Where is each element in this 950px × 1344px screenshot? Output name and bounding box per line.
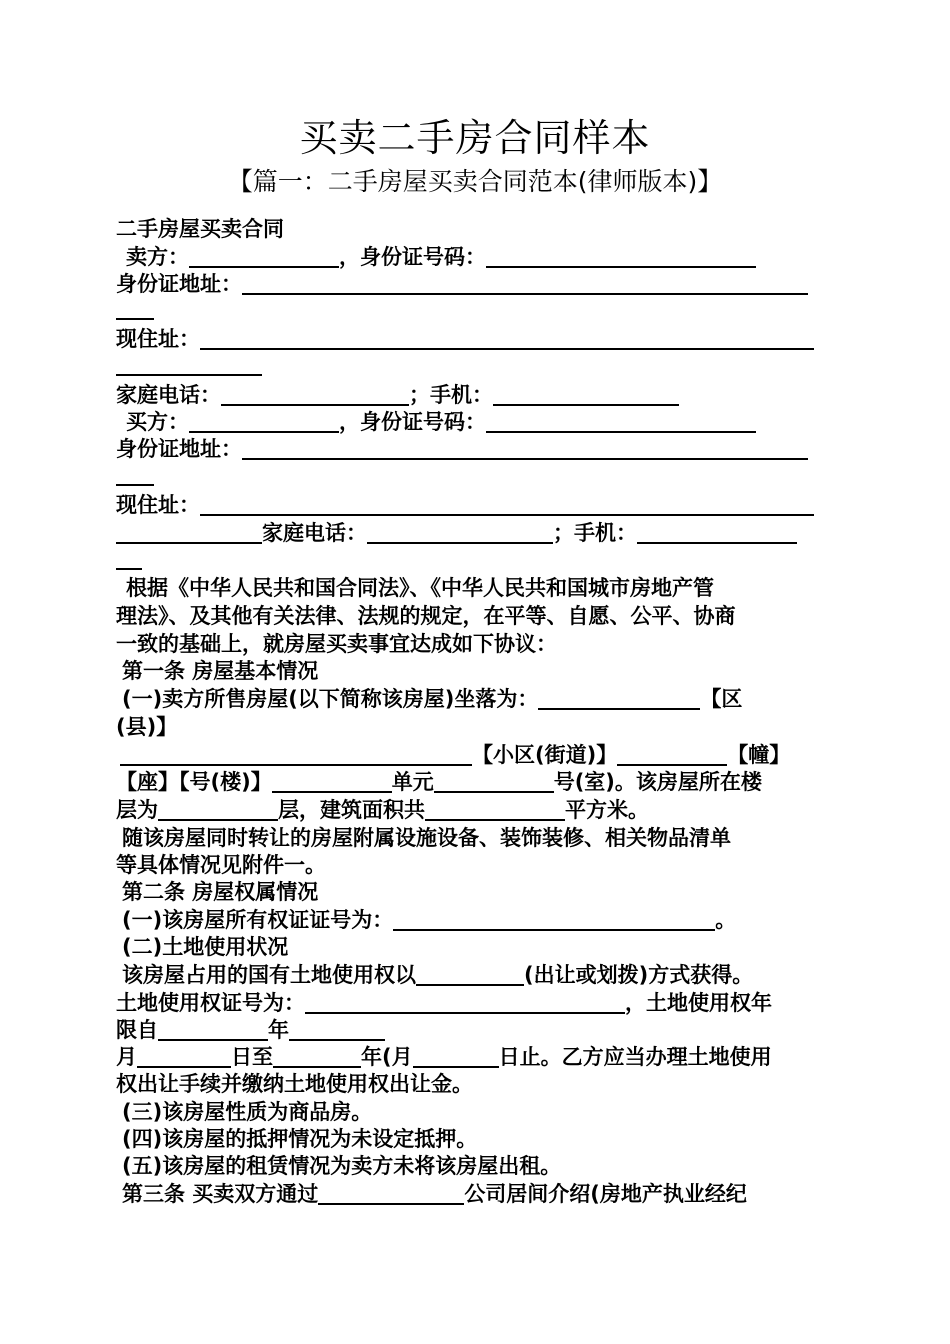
seller-label: 卖方： [126, 245, 189, 269]
a2-term-label: ，土地使用权年 [625, 991, 772, 1015]
buyer-id-blank[interactable] [486, 410, 756, 433]
seller-cur-blank-cont [116, 374, 262, 376]
a1-area-label: 层，建筑面积共 [278, 798, 425, 822]
a2-term-from-blank[interactable] [158, 1018, 268, 1041]
intro-line-1: 根据《中华人民共和国合同法》、《中华人民共和国城市房地产管 [126, 576, 714, 600]
a2-cert-blank[interactable] [393, 908, 715, 931]
buyer-addr-blank-cont [116, 484, 154, 486]
a2-date-line [116, 1044, 836, 1070]
a1-community-blank[interactable] [120, 743, 472, 766]
a1-building-blank[interactable] [617, 743, 727, 766]
a1-unit-line [116, 769, 836, 795]
a1-floor-line [116, 797, 836, 823]
seller-addr-blank-cont [116, 318, 154, 320]
a1-community-label: 【小区(街道)】 [472, 743, 618, 767]
intro-line-2: 理法》、及其他有关法律、法规的规定，在平等、自愿、公平、协商 [116, 604, 736, 628]
document-title: 买卖二手房合同样本 [299, 116, 651, 160]
a2-term-line [116, 1017, 836, 1043]
a1-unit-label: 单元 [391, 770, 434, 794]
a1-location-line [122, 686, 842, 712]
a1-building-label: 【幢】 [727, 743, 791, 767]
a2-landcert-line [116, 990, 836, 1016]
seller-home-phone-blank[interactable] [221, 383, 409, 406]
a2-year-blank[interactable] [289, 1018, 385, 1041]
a2-end-label: 日止。乙方应当办理土地使用 [498, 1045, 772, 1069]
seller-cur-blank[interactable] [200, 327, 814, 350]
a3-company-blank[interactable] [318, 1182, 464, 1205]
a2-land-heading: (二)土地使用状况 [122, 935, 289, 959]
a2-end-day-blank[interactable] [413, 1045, 499, 1068]
a2-cert-label: (一)该房屋所有权证证号为： [122, 908, 394, 932]
a1-area-blank[interactable] [425, 798, 565, 821]
a2-mortgage-line: (四)该房屋的抵押情况为未设定抵押。 [122, 1127, 478, 1151]
a1-location-label: (一)卖方所售房屋(以下简称该房屋)坐落为： [122, 687, 539, 711]
a2-end-year-blank[interactable] [273, 1045, 361, 1068]
seller-cur-line [116, 326, 836, 352]
a1-sqm-label: 平方米。 [565, 798, 649, 822]
a2-landcert-label: 土地使用权证号为： [116, 991, 305, 1015]
buyer-cur-blank-cont[interactable] [116, 521, 262, 544]
buyer-name-blank[interactable] [189, 410, 339, 433]
a2-end-year-label: 年(月 [361, 1045, 413, 1069]
buyer-addr-label: 身份证地址： [116, 437, 242, 461]
seller-cur-label: 现住址： [116, 327, 200, 351]
a3-broker-label: 公司居间介绍(房地产执业经纪 [464, 1182, 747, 1206]
a1-attach-line-2: 等具体情况见附件一。 [116, 853, 326, 877]
seller-addr-label: 身份证地址： [116, 272, 242, 296]
a2-year-label: 年 [268, 1018, 289, 1042]
a2-landcert-blank[interactable] [305, 991, 625, 1014]
seller-addr-line [116, 271, 836, 297]
seller-mobile-blank[interactable] [493, 383, 679, 406]
a1-county-line: (县)】 [116, 715, 178, 739]
a2-land-line [122, 962, 842, 988]
intro-line-3: 一致的基础上，就房屋买卖事宜达成如下协议： [116, 632, 557, 656]
a1-attach-line-1: 随该房屋同时转让的房屋附属设施设备、装饰装修、相关物品清单 [122, 826, 731, 850]
a2-nature-line: (三)该房屋性质为商品房。 [122, 1100, 373, 1124]
a2-fee-line: 权出让手续并缴纳土地使用权出让金。 [116, 1072, 473, 1096]
buyer-mobile-label: ；手机： [553, 521, 637, 545]
seller-phone-line [116, 382, 836, 408]
seller-name-blank[interactable] [189, 245, 339, 268]
contract-heading: 二手房屋买卖合同 [116, 217, 284, 241]
buyer-id-label: ，身份证号码： [339, 410, 486, 434]
a1-floor-blank[interactable] [158, 798, 278, 821]
a1-floor-label: 层为 [116, 798, 158, 822]
seller-mobile-label: ；手机： [409, 383, 493, 407]
a1-seat-blank[interactable] [272, 770, 392, 793]
a2-cert-period: 。 [715, 908, 737, 932]
a1-room-label: 号(室)。该房屋所在楼 [553, 770, 762, 794]
buyer-line [126, 409, 846, 435]
a1-seat-label: 【座】【号(楼)】 [116, 770, 272, 794]
buyer-cur-line [116, 492, 836, 518]
a2-month-blank[interactable] [137, 1045, 231, 1068]
seller-id-blank[interactable] [486, 245, 756, 268]
a1-location-blank[interactable] [538, 687, 700, 710]
seller-line [126, 244, 846, 270]
buyer-mobile-blank[interactable] [637, 521, 797, 544]
a2-land-label: 该房屋占用的国有土地使用权以 [122, 963, 416, 987]
a2-land-blank[interactable] [416, 963, 524, 986]
a1-district-label: 【区 [700, 687, 743, 711]
article-1-heading: 第一条 房屋基本情况 [122, 659, 319, 683]
buyer-home-phone-blank[interactable] [367, 521, 553, 544]
a2-land-method: (出让或划拨)方式获得。 [524, 963, 754, 987]
buyer-phone-line [116, 520, 836, 546]
a2-cert-line [122, 907, 842, 933]
a2-month-label: 月 [116, 1045, 137, 1069]
buyer-mobile-blank-cont [116, 568, 142, 570]
a1-unit-blank[interactable] [434, 770, 554, 793]
article-3-line [122, 1181, 842, 1207]
a1-community-line [116, 742, 836, 768]
buyer-cur-blank[interactable] [200, 493, 814, 516]
a2-lease-line: (五)该房屋的租赁情况为卖方未将该房屋出租。 [122, 1154, 562, 1178]
document-subtitle: 【篇一：二手房屋买卖合同范本(律师版本)】 [227, 167, 723, 196]
a2-term-from-label: 限自 [116, 1018, 158, 1042]
article-2-heading: 第二条 房屋权属情况 [122, 880, 319, 904]
buyer-cur-label: 现住址： [116, 493, 200, 517]
seller-id-label: ，身份证号码： [339, 245, 486, 269]
buyer-label: 买方： [126, 410, 189, 434]
seller-home-phone-label: 家庭电话： [116, 383, 221, 407]
seller-addr-blank[interactable] [242, 272, 808, 295]
buyer-addr-line [116, 436, 836, 462]
buyer-addr-blank[interactable] [242, 437, 808, 460]
a2-day-to-label: 日至 [231, 1045, 273, 1069]
buyer-home-phone-label: 家庭电话： [262, 521, 367, 545]
article-3-heading: 第三条 买卖双方通过 [122, 1182, 319, 1206]
